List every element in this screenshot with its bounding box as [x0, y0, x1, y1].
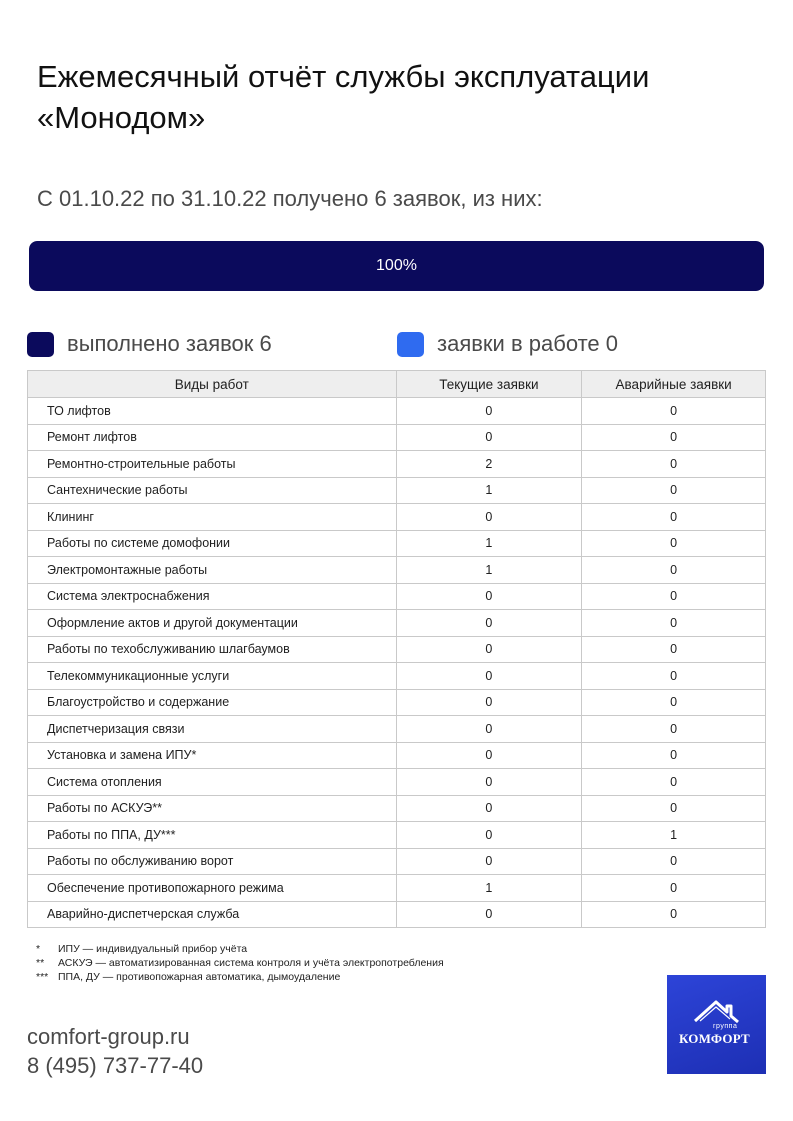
cell-emergency-requests: 0 — [582, 848, 766, 875]
cell-work-type: Сантехнические работы — [28, 477, 397, 504]
footnote-text: АСКУЭ — автоматизированная система контроля и учёта электропотребления — [58, 957, 444, 969]
cell-emergency-requests: 0 — [582, 477, 766, 504]
table-row — [28, 716, 766, 743]
table-row — [28, 477, 766, 504]
cell-work-type: Система отопления — [28, 769, 397, 796]
table-row — [28, 398, 766, 425]
legend-swatch-in-progress — [397, 332, 424, 357]
cell-emergency-requests: 0 — [582, 716, 766, 743]
footnote-text: ИПУ — индивидуальный прибор учёта — [58, 943, 248, 955]
table-row — [28, 875, 766, 902]
company-logo — [667, 975, 766, 1074]
cell-emergency-requests: 0 — [582, 530, 766, 557]
cell-current-requests: 0 — [396, 901, 582, 928]
phone-number[interactable]: 8 (495) 737-77-40 — [27, 1053, 204, 1078]
table-row — [28, 557, 766, 584]
cell-work-type: Оформление актов и другой документации — [28, 610, 397, 637]
table-row — [28, 663, 766, 690]
cell-current-requests: 0 — [396, 610, 582, 637]
table-row — [28, 424, 766, 451]
cell-emergency-requests: 0 — [582, 663, 766, 690]
table-row — [28, 504, 766, 531]
cell-current-requests: 0 — [396, 822, 582, 849]
cell-work-type: Благоустройство и содержание — [28, 689, 397, 716]
cell-work-type: Работы по обслуживанию ворот — [28, 848, 397, 875]
cell-work-type: Работы по системе домофонии — [28, 530, 397, 557]
cell-emergency-requests: 0 — [582, 610, 766, 637]
cell-work-type: Работы по техобслуживанию шлагбаумов — [28, 636, 397, 663]
footnote — [36, 956, 444, 970]
cell-emergency-requests: 0 — [582, 424, 766, 451]
header-current-requests: Текущие заявки — [396, 371, 582, 398]
table-header-row — [28, 371, 766, 398]
header-emergency-requests: Аварийные заявки — [582, 371, 766, 398]
cell-work-type: Ремонтно-строительные работы — [28, 451, 397, 478]
table-row — [28, 795, 766, 822]
logo-main-text: КОМФОРТ — [679, 1031, 750, 1046]
completion-progress-bar — [29, 241, 764, 291]
report-title: Ежемесячный отчёт службы эксплуатации «Монодом» — [37, 59, 650, 135]
table-row — [28, 610, 766, 637]
table-row — [28, 583, 766, 610]
cell-work-type: Телекоммуникационные услуги — [28, 663, 397, 690]
footnote-mark: * — [36, 943, 41, 955]
contacts — [27, 1022, 203, 1080]
cell-current-requests: 0 — [396, 689, 582, 716]
cell-emergency-requests: 0 — [582, 901, 766, 928]
cell-work-type: Диспетчеризация связи — [28, 716, 397, 743]
footnotes — [36, 942, 444, 984]
table-row — [28, 848, 766, 875]
cell-work-type: Аварийно-диспетчерская служба — [28, 901, 397, 928]
footnote — [36, 970, 444, 984]
cell-emergency-requests: 0 — [582, 875, 766, 902]
cell-current-requests: 1 — [396, 530, 582, 557]
cell-work-type: Электромонтажные работы — [28, 557, 397, 584]
cell-current-requests: 0 — [396, 663, 582, 690]
cell-current-requests: 1 — [396, 557, 582, 584]
cell-emergency-requests: 0 — [582, 689, 766, 716]
table-row — [28, 689, 766, 716]
footnote — [36, 942, 444, 956]
cell-emergency-requests: 0 — [582, 398, 766, 425]
cell-work-type: Работы по АСКУЭ** — [28, 795, 397, 822]
website-link[interactable]: comfort-group.ru — [27, 1024, 190, 1049]
cell-current-requests: 0 — [396, 398, 582, 425]
cell-current-requests: 0 — [396, 848, 582, 875]
cell-emergency-requests: 0 — [582, 769, 766, 796]
cell-current-requests: 0 — [396, 769, 582, 796]
cell-emergency-requests: 1 — [582, 822, 766, 849]
cell-emergency-requests: 0 — [582, 636, 766, 663]
cell-work-type: ТО лифтов — [28, 398, 397, 425]
cell-work-type: Работы по ППА, ДУ*** — [28, 822, 397, 849]
cell-current-requests: 1 — [396, 477, 582, 504]
logo-small-text: группа — [713, 1023, 738, 1030]
table-row — [28, 530, 766, 557]
footnote-mark: *** — [36, 971, 49, 983]
footnote-text: ППА, ДУ — противопожарная автоматика, дымоудаление — [58, 971, 341, 983]
footnote-mark: ** — [36, 957, 45, 969]
legend-label-completed: выполнено заявок 6 — [67, 331, 272, 356]
cell-current-requests: 0 — [396, 716, 582, 743]
legend-item-in-progress — [397, 331, 618, 357]
table-row — [28, 769, 766, 796]
table-row — [28, 822, 766, 849]
legend-label-in-progress: заявки в работе 0 — [437, 331, 618, 356]
cell-current-requests: 0 — [396, 636, 582, 663]
table-row — [28, 901, 766, 928]
cell-current-requests: 0 — [396, 795, 582, 822]
cell-work-type: Клининг — [28, 504, 397, 531]
cell-work-type: Ремонт лифтов — [28, 424, 397, 451]
legend-item-completed — [27, 331, 272, 357]
cell-current-requests: 0 — [396, 742, 582, 769]
cell-emergency-requests: 0 — [582, 795, 766, 822]
cell-current-requests: 1 — [396, 875, 582, 902]
table-row — [28, 451, 766, 478]
cell-emergency-requests: 0 — [582, 451, 766, 478]
cell-current-requests: 0 — [396, 583, 582, 610]
progress-label: 100% — [376, 257, 417, 274]
cell-current-requests: 0 — [396, 424, 582, 451]
cell-current-requests: 2 — [396, 451, 582, 478]
cell-work-type: Обеспечение противопожарного режима — [28, 875, 397, 902]
cell-emergency-requests: 0 — [582, 583, 766, 610]
cell-work-type: Система электроснабжения — [28, 583, 397, 610]
progress-fill — [29, 241, 764, 291]
header-work-type: Виды работ — [28, 371, 397, 398]
work-types-table — [27, 370, 766, 928]
table-row — [28, 742, 766, 769]
legend-swatch-completed — [27, 332, 54, 357]
cell-work-type: Установка и замена ИПУ* — [28, 742, 397, 769]
cell-current-requests: 0 — [396, 504, 582, 531]
table-row — [28, 636, 766, 663]
cell-emergency-requests: 0 — [582, 504, 766, 531]
cell-emergency-requests: 0 — [582, 557, 766, 584]
cell-emergency-requests: 0 — [582, 742, 766, 769]
report-summary: С 01.10.22 по 31.10.22 получено 6 заявок, из них: — [37, 186, 543, 211]
